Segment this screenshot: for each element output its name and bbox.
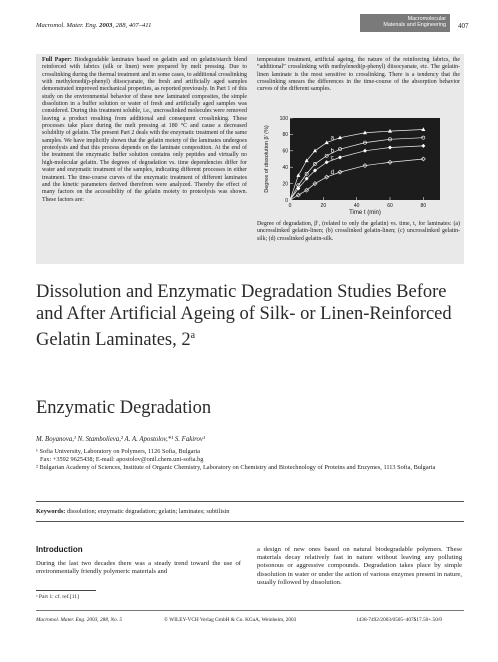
- journal-logo-box: [360, 14, 450, 32]
- x-tick-label: 80: [420, 203, 427, 209]
- page-number: 407: [458, 22, 469, 30]
- article-subtitle: Enzymatic Degradation: [36, 398, 212, 418]
- x-tick-label: 20: [320, 203, 327, 209]
- footer-issn: 1438-7492/2003/0505–407$17.50+.50/0: [356, 617, 442, 623]
- title-footnote-mark: a: [190, 330, 196, 341]
- affiliation-2: ² Bulgarian Academy of Sciences, Institute of Organic Chemistry, Laboratory on Chemistry and Biotechnology of Proteins and Enzymes, 1113 Sofia, Bulgaria: [36, 464, 436, 472]
- abstract-right-text: temperature treatment, artificial ageing, the nature of the reinforcing fabrics, the “additional” crosslinking with methylenedi(p-phenyl) diisocyanate, etc. The gelatin-linen laminate is the most sensitive to crosslinking. There is a tendency that the crosslinking smears the differences in the time-course of the absorption behavior curves of the different samples.: [257, 57, 460, 93]
- journal-box-line1: Macromolecular: [407, 16, 446, 22]
- y-tick-label: 20: [282, 181, 288, 188]
- article-title: [36, 282, 466, 352]
- series-label-a: a: [330, 135, 335, 142]
- affiliations: [36, 448, 466, 472]
- plot-area: [290, 118, 440, 200]
- x-tick-label: 40: [353, 203, 360, 209]
- journal-volume-pages: , 288, 407–411: [112, 22, 152, 29]
- keywords-rule-bottom: [36, 521, 464, 522]
- introduction-heading: Introduction: [36, 545, 83, 554]
- journal-name: Macromol. Mater. Eng.: [36, 22, 98, 29]
- x-axis-label: Time t (min): [349, 210, 381, 216]
- intro-column-1: During the last two decades there was a steady trend toward the use of environmentally friendly polymeric materials and: [36, 560, 241, 576]
- keywords-rule-top: [36, 501, 464, 502]
- abstract-left-text: Biodegradable laminates based on gelatin and on gelatin/starch blend reinforced with fabrics (silk or linen) were prepared by melt pressing. Due to crosslinking during the thermal treatment and in some cases, to additional crosslinking with methylenedi(p-phenyl) diisocyanate, the fresh and artificially aged samples demonstrated improved mechanical properties, as reported previously. In Part 1 of this study on the environmental behavior of these new laminated composites, the simple dissolution in a buffer solution or water of fresh and artificially aged samples was considered. During this treatment soluble, i.e., uncrosslinked molecules were removed leaving a product resulting from additional and consequent crosslinking. These processes take place during the melt pressing at 180 °C and cause a decreased solubility of gelatin. The present Part 2 deals with the enzymatic treatment of the same samples. We have implicitly shown that the gelatin moiety of the laminates undergoes proteolysis and that this process depends on the laminate composition. At the end of the treatment the enzymatic buffer solution contains only peptides and virtually no high-molecular gelatin. The degrees of degradation vs. time dependencies differ for water and enzymatic treatment of the samples, indicating different processes in either treatment. The time-course curves of the enzymatic treatment of different laminates and the kinetic parameters derived therefrom were analyzed. Thereby the effect of many factors on the accessibility of the gelatin moiety to proteolysis was shown. These factors are:: [42, 57, 247, 203]
- journal-year: 2003: [99, 22, 113, 29]
- y-axis-label: Degree of dissolution β′ (%): [264, 125, 270, 193]
- footnote: ᵃ Part 1: cf. ref.[11]: [36, 594, 79, 600]
- intro-column-2: a design of new ones based on natural biodegradable polymers. These materials decay relatively fast in nature without leaving any polluting poisonous or aggressive compounds. Degradation takes place by simple dissolution in water or under the action of various enzymes present in nature, usually followed by dissolution.: [257, 546, 462, 586]
- footer-rule: [36, 610, 464, 611]
- page-footer: [36, 617, 466, 623]
- series-label-b: b: [330, 148, 335, 155]
- y-tick-label: 0: [285, 197, 288, 204]
- y-tick-label: 80: [282, 132, 288, 139]
- footer-citation: Macromol. Mater. Eng. 2003, 288, No. 5: [36, 617, 123, 623]
- journal-box-line2: Materials and Engineering: [383, 22, 446, 29]
- keywords-text: dissolution; enzymatic degradation; gelatin; laminates; subtilisin: [66, 508, 230, 515]
- keywords-line: [36, 508, 229, 515]
- author-list: M. Boyanova,¹ N. Stambolieva,² A. A. Apostolov,*¹ S. Fakirov¹: [36, 436, 205, 443]
- series-label-d: d: [330, 170, 335, 177]
- x-tick-label: 60: [387, 203, 393, 209]
- x-tick-label: 0: [288, 203, 292, 209]
- affiliation-1: ¹ Sofia University, Laboratory on Polymers, 1126 Sofia, Bulgaria: [36, 448, 201, 455]
- article-title-text: Dissolution and Enzymatic Degradation Studies Before and After Artificial Ageing of Silk- or Linen-Reinforced Gelatin Laminates, 2: [36, 282, 452, 351]
- y-tick-label: 40: [282, 165, 288, 171]
- degradation-chart: [260, 112, 460, 219]
- y-tick-label: 100: [279, 115, 288, 122]
- footer-publisher: © WILEY-VCH Verlag GmbH & Co. KGaA, Weinheim, 2003: [164, 617, 297, 623]
- y-tick-label: 60: [282, 148, 288, 155]
- series-label-c: c: [330, 155, 334, 162]
- abstract-left-column: [42, 57, 247, 204]
- figure-caption: Degree of degradation, β′, (related to only the gelatin) vs. time, t, for laminates: (a) uncrosslinked gelatin-linen; (b) crosslinked gelatin-linen; (c) uncrosslinked gelatin-silk; (d) crosslinked gelatin-silk.: [257, 221, 460, 242]
- footnote-rule: [36, 590, 96, 591]
- running-header: [36, 22, 151, 29]
- abstract-lead: Full Paper:: [42, 57, 72, 63]
- keywords-label: Keywords:: [36, 508, 66, 515]
- affiliation-1-contact: Fax: +3592 9625438; E-mail: apostolov@onil.chem.uni-sofia.bg: [40, 456, 204, 464]
